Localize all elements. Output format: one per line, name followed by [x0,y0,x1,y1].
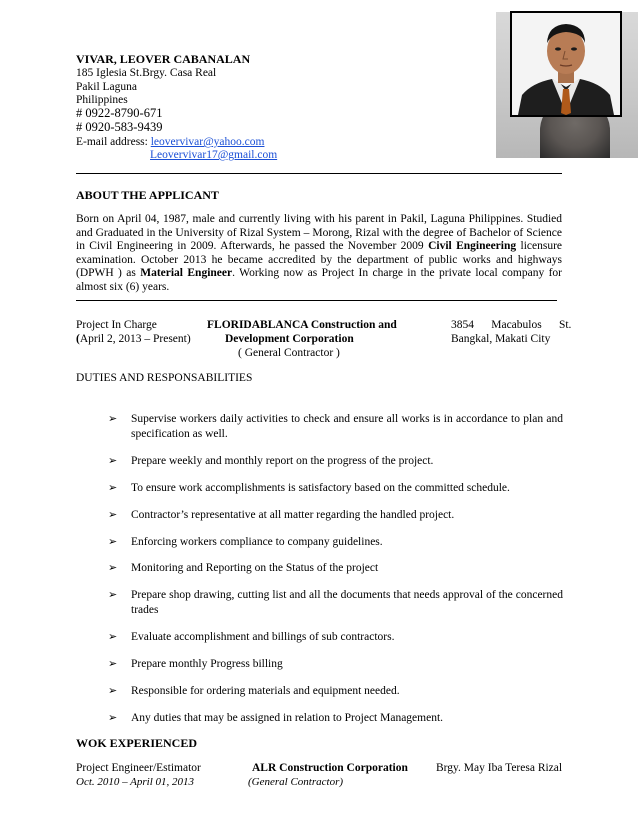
duty-text: Monitoring and Reporting on the Status of the project [131,562,379,574]
applicant-photo [510,11,622,117]
arrow-bullet-icon: ➢ [108,455,118,467]
address-line-2: Pakil Laguna [76,81,137,93]
duty-text: Contractor’s representative at all matter regarding the handled project. [131,509,455,521]
duty-text: Prepare monthly Progress billing [131,658,283,670]
job1-period: April 2, 2013 – Present) [79,333,191,345]
divider-top [76,173,562,174]
divider-middle [76,300,557,301]
job1-location-line2: Bangkal, Makati City [451,333,551,345]
email-row-2 [150,149,277,163]
duty-text: Any duties that may be assigned in relation to Project Management. [131,712,444,724]
experience-title: WOK EXPERIENCED [76,736,198,750]
about-text-2: licensure examination. October 2013 he became accredited by the department of public works and highways (DPWH ) as [76,240,563,280]
email-link-yahoo[interactable]: leovervivar@yahoo.com [150,136,265,148]
email-row [76,136,264,150]
phone-1: # 0922-8790-671 [76,106,163,120]
experience-position: Project Engineer/Estimator [76,762,201,774]
email-label: E-mail address: [76,136,148,148]
job1-company-line1: FLORIDABLANCA Construction and [207,319,397,331]
duty-text: Prepare shop drawing, cutting list and all the documents that needs approval of the concerned trades [131,589,563,616]
address-line-3: Philippines [76,94,128,106]
about-bold-material-engineer: Material Engineer [140,267,233,280]
address-line-1: 185 Iglesia St.Brgy. Casa Real [76,67,217,79]
duties-title: DUTIES AND RESPONSABILITIES [76,372,253,384]
email-link-gmail[interactable]: Leovervivar17@gmail.com [150,149,278,161]
duty-text: To ensure work accomplishments is satisfactory based on the committed schedule. [131,482,510,494]
job1-position: Project In Charge [76,319,157,331]
about-text-1: Born on April 04, 1987, male and currently living with his parent in Pakil, Laguna Philippines. Studied and Graduated in the University of Rizal System – Morong, Rizal with the degree of Bachelor of Science in Civil Engineering in 2009. Afterwards, he passed the November 2009 [76,213,562,253]
arrow-bullet-icon: ➢ [108,712,118,724]
about-title: ABOUT THE APPLICANT [76,188,219,202]
arrow-bullet-icon: ➢ [108,658,118,670]
job1-company-line2: Development Corporation [225,333,354,345]
job1-period-paren: ( [76,333,80,345]
duty-text: Responsible for ordering materials and equipment needed. [131,685,400,697]
about-text-3: . Working now as Project In charge in the private local company for almost six (6) years. [76,267,562,293]
duty-text: Supervise workers daily activities to check and ensure all works is in accordance to plan and specification as well. [131,413,563,440]
arrow-bullet-icon: ➢ [108,482,118,494]
experience-company: ALR Construction Corporation [252,762,408,774]
job1-location-line1: 3854 Macabulos St. [451,319,572,331]
phone-2: # 0920-583-9439 [76,120,163,134]
job1-company-type: ( General Contractor ) [238,347,340,359]
arrow-bullet-icon: ➢ [108,413,118,425]
about-bold-civil-engineering: Civil Engineering [428,240,517,253]
duty-text: Evaluate accomplishment and billings of sub contractors. [131,631,395,643]
duty-text: Prepare weekly and monthly report on the progress of the project. [131,455,434,467]
arrow-bullet-icon: ➢ [108,509,118,521]
arrow-bullet-icon: ➢ [108,562,118,574]
about-paragraph [76,213,562,295]
arrow-bullet-icon: ➢ [108,685,118,697]
portrait-illustration [512,13,620,115]
applicant-name: VIVAR, LEOVER CABANALAN [76,52,251,66]
arrow-bullet-icon: ➢ [108,631,118,643]
arrow-bullet-icon: ➢ [108,589,118,601]
experience-period: Oct. 2010 – April 01, 2013 [76,776,195,788]
experience-company-type: (General Contractor) [248,776,344,788]
duty-text: Enforcing workers compliance to company guidelines. [131,536,383,548]
arrow-bullet-icon: ➢ [108,536,118,548]
experience-location: Brgy. May Iba Teresa Rizal [436,762,563,774]
job1-period-row [76,333,191,345]
